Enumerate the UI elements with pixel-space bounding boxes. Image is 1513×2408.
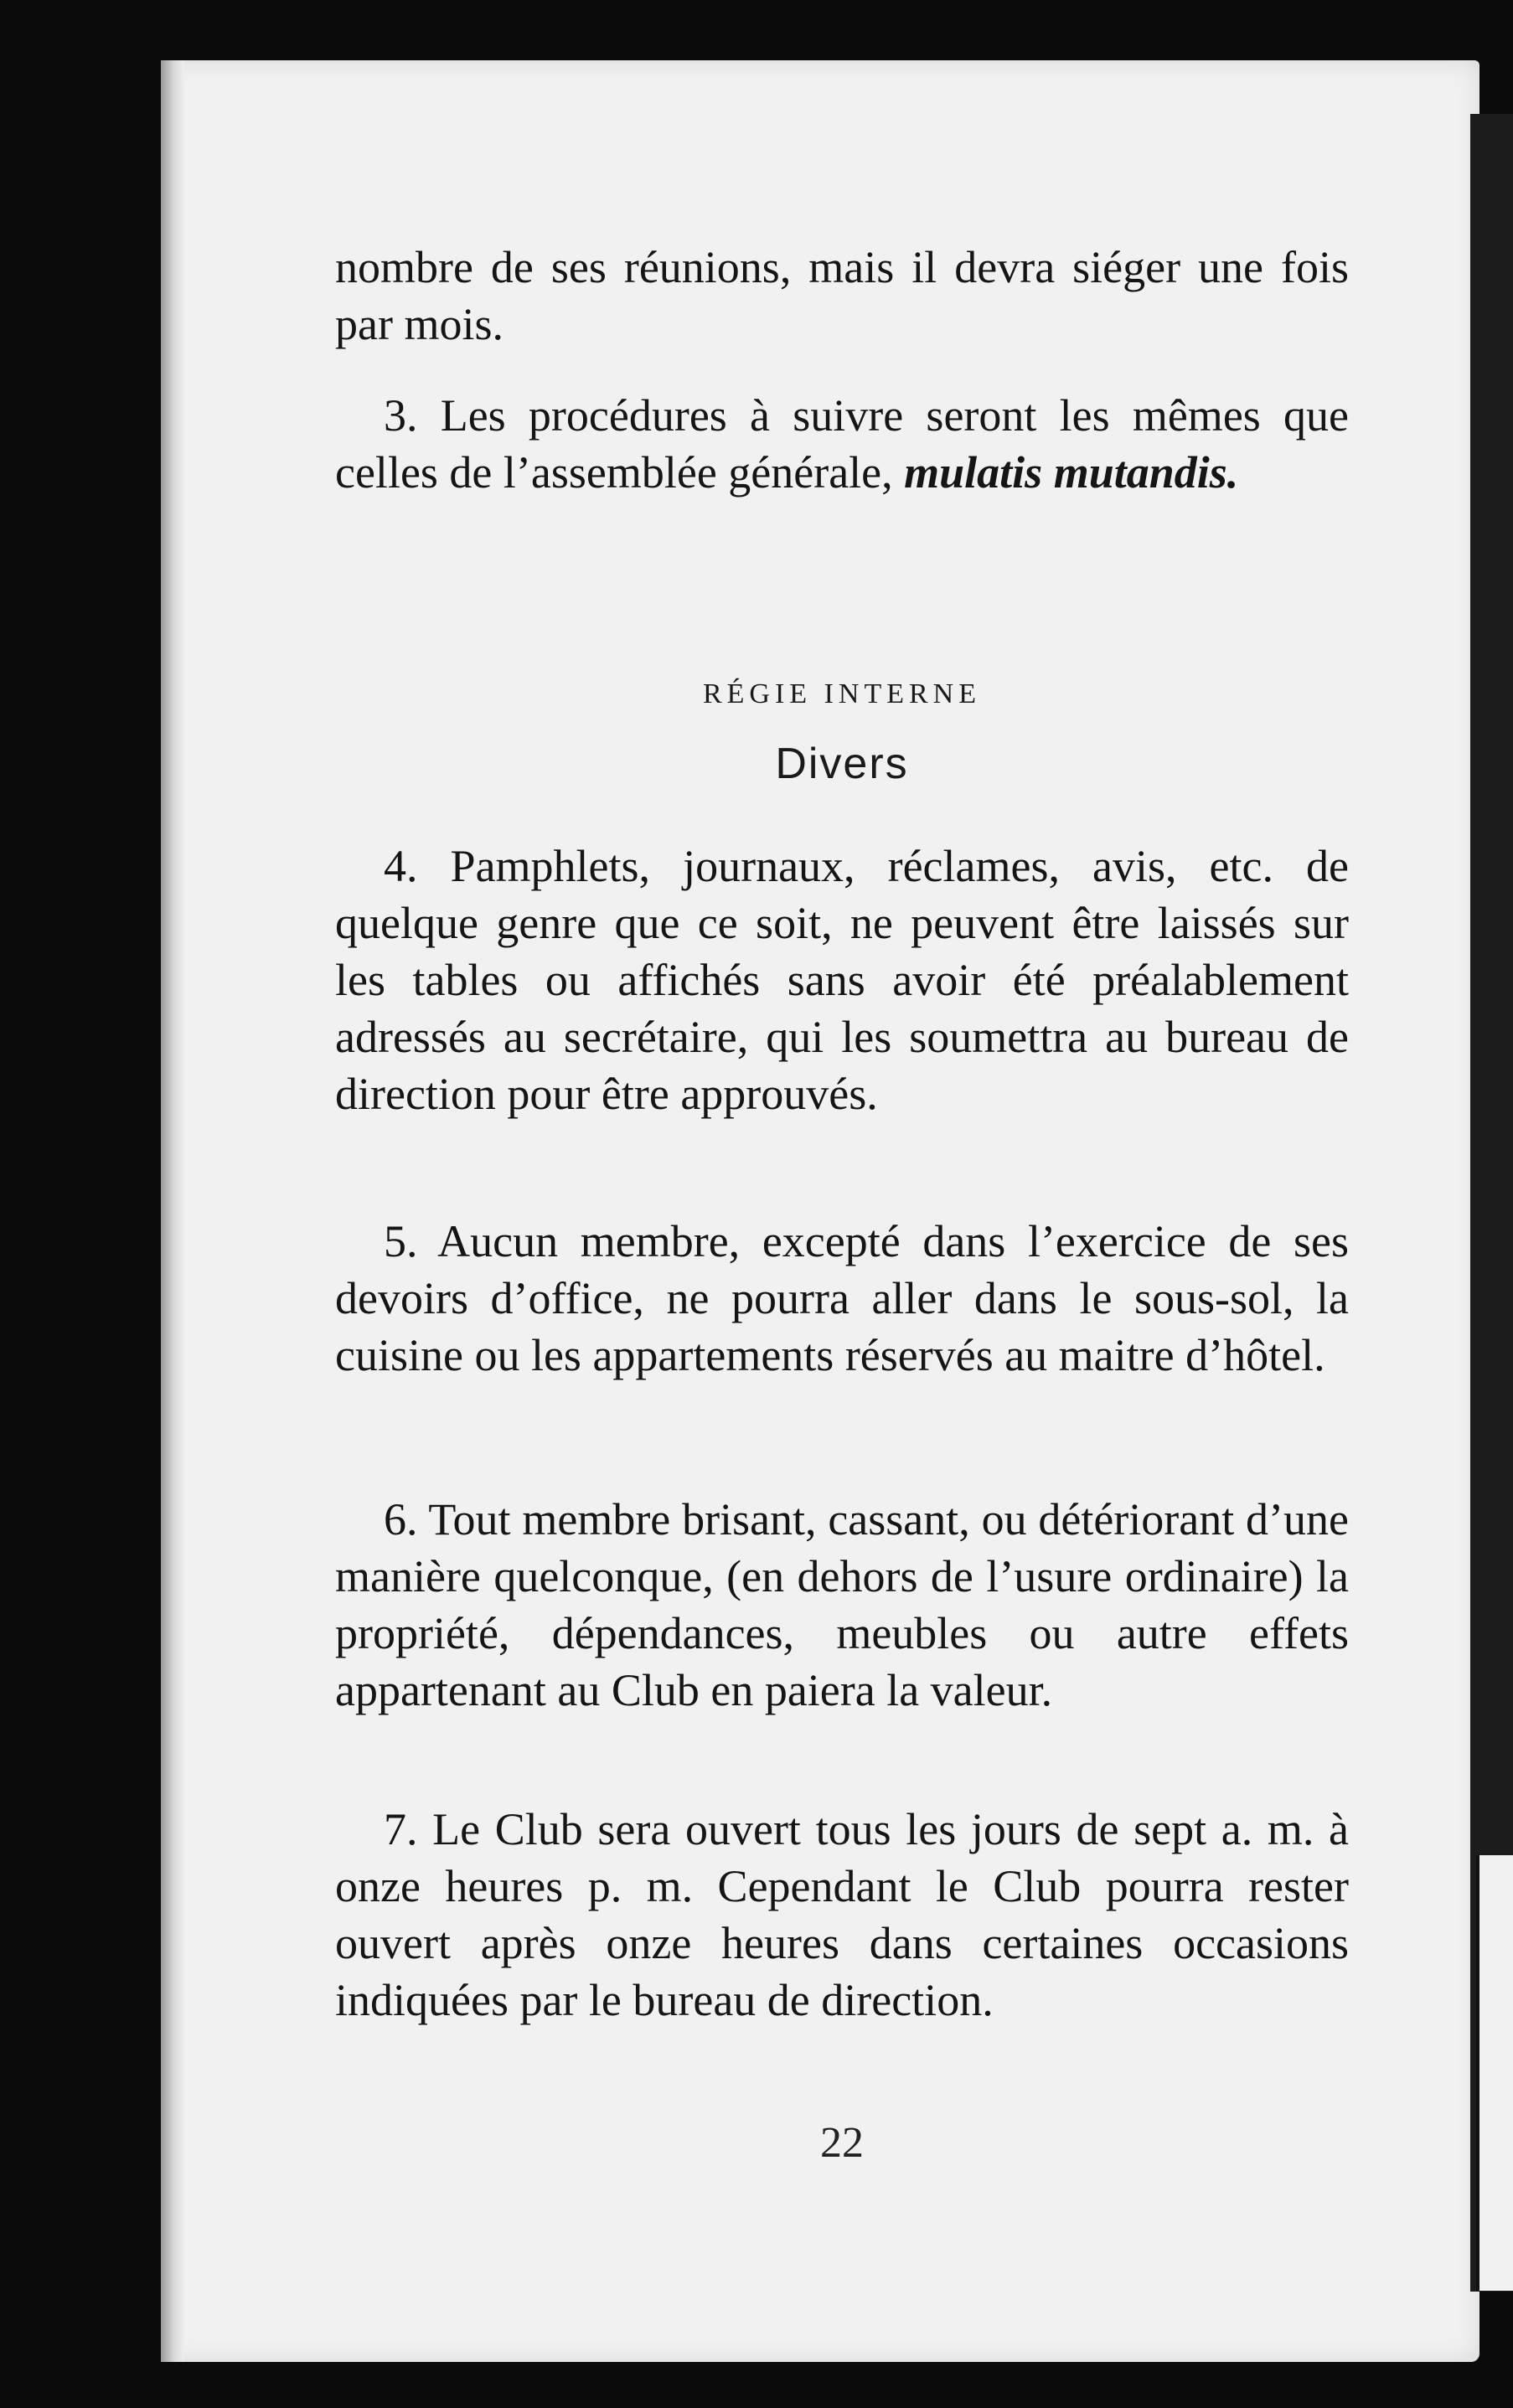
article-7: [335, 1801, 1349, 2029]
article-7-text: 7. Le Club sera ouvert tous les jours de sept a. m. à onze heures p. m. Cependant le Club pourra rester ouvert après onze heures dans certaines occasions indiquées par le bureau de direction.: [335, 1804, 1349, 2025]
continuation-paragraph: nombre de ses réunions, mais il devra siéger une fois par mois.: [335, 242, 1349, 349]
section-heading: RÉGIE INTERNE: [702, 678, 981, 709]
article-4: [335, 838, 1349, 1122]
article-6-text: 6. Tout membre brisant, cassant, ou détériorant d’une manière quelconque, (en dehors de l’usure ordinaire) la propriété, dépendances, meubles ou autre effets appartenant au Club en paiera la valeur.: [335, 1494, 1349, 1715]
article-5-text: 5. Aucun membre, excepté dans l’exercice de ses devoirs d’office, ne pourra aller dans le sous-sol, la cuisine ou les appartements réservés au maitre d’hôtel.: [335, 1216, 1349, 1380]
page-number: 22: [820, 2119, 864, 2167]
article-6: [335, 1491, 1349, 1719]
article-5: [335, 1213, 1349, 1384]
article-3-text: 3. Les procédures à suivre seront les mêmes que celles de l’assemblée générale,: [335, 390, 1349, 498]
article-4-text: 4. Pamphlets, journaux, réclames, avis, etc. de quelque genre que ce soit, ne peuvent être laissés sur les tables ou affichés sans avoir été préalablement adressés au secrétaire, qui les soumettra au bureau de direction pour être approuvés.: [335, 841, 1349, 1119]
book-spine-edge: [161, 60, 184, 2362]
section-subheading: Divers: [775, 740, 909, 788]
article-3: [335, 387, 1349, 501]
facing-page-corner: [1476, 1855, 1513, 2291]
article-3-italic: mulatis mutandis.: [904, 447, 1239, 498]
